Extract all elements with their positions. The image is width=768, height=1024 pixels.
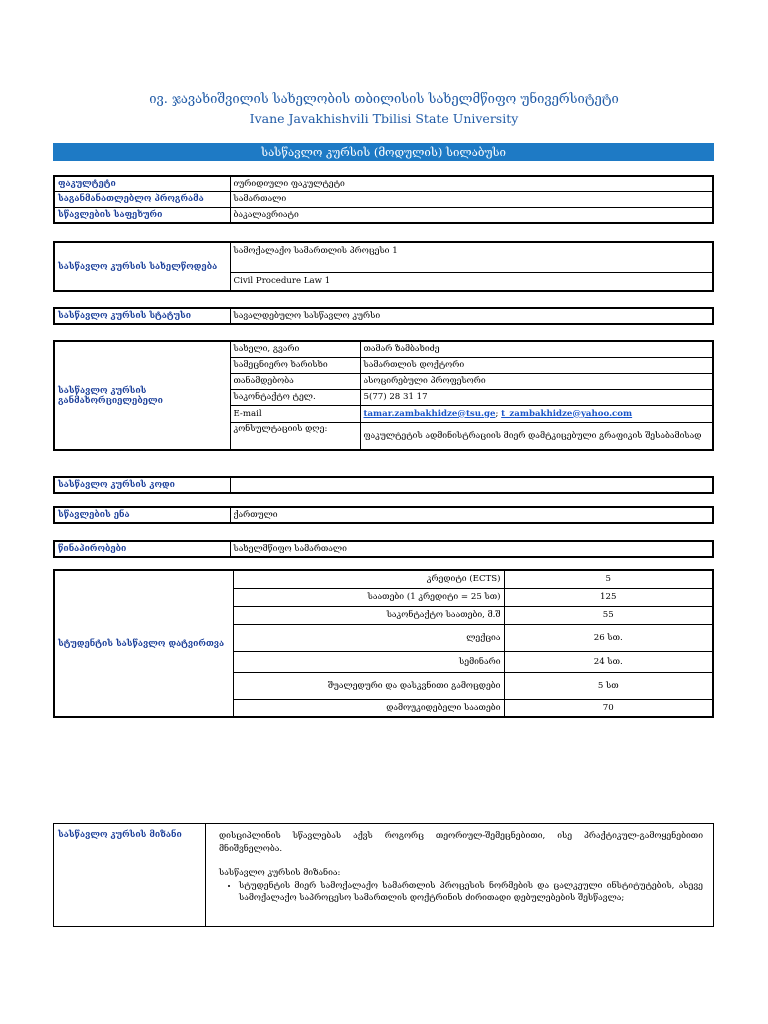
university-name-english: Ivane Javakhishvili Tbilisi State University	[249, 111, 519, 126]
workload-key: ლექცია	[233, 624, 504, 651]
workload-key: საათები (1 კრედიტი = 25 სთ)	[233, 588, 504, 606]
workload-value: 5 სთ	[504, 672, 713, 699]
workload-key: დამოუკიდებელი საათები	[233, 699, 504, 717]
course-code-table	[53, 476, 714, 494]
workload-value: 24 სთ.	[504, 651, 713, 672]
level-label: სწავლების საფეხური	[54, 207, 230, 223]
syllabus-banner: სასწავლო კურსის (მოდულის) სილაბუსი	[53, 143, 714, 161]
workload-key: საკონტაქტო საათები, მ.შ	[233, 606, 504, 624]
status-table	[53, 307, 714, 325]
level-value: ბაკალავრიატი	[230, 207, 713, 223]
university-name-georgian: ივ. ჯავახიშვილის სახელობის თბილისის სახელმწიფო უნივერსიტეტი	[149, 92, 619, 107]
email-link-secondary[interactable]: t_zambakhidze@yahoo.com	[501, 408, 633, 419]
workload-value: 55	[504, 606, 713, 624]
email-link-primary[interactable]: tamar.zambakhidze@tsu.ge	[363, 408, 496, 419]
workload-value: 125	[504, 588, 713, 606]
workload-label: სტუდენტის სასწავლო დატვირთვა	[54, 570, 233, 717]
faculty-label: ფაკულტეტი	[54, 176, 230, 191]
workload-key: სემინარი	[233, 651, 504, 672]
workload-table	[53, 569, 714, 718]
course-goal-content	[207, 824, 713, 926]
email-key: E-mail	[230, 405, 360, 422]
language-label: სწავლების ენა	[54, 507, 230, 523]
course-goal-list	[219, 880, 703, 905]
faculty-value: იურიდიული ფაკულტეტი	[230, 176, 713, 191]
lecturer-value: თამარ ზამბახიძე	[360, 341, 713, 357]
workload-value: 70	[504, 699, 713, 717]
prerequisites-label: წინაპირობები	[54, 541, 230, 557]
course-name-georgian: სამოქალაქო სამართლის პროცესი 1	[230, 242, 713, 272]
workload-value: 26 სთ.	[504, 624, 713, 651]
lecturer-key: სამეცნიერო ხარისხი	[230, 357, 360, 373]
language-value: ქართული	[230, 507, 713, 523]
lecturer-key: სახელი, გვარი	[230, 341, 360, 357]
language-table	[53, 506, 714, 524]
lecturer-key: თანამდებობა	[230, 373, 360, 389]
course-goal-label: სასწავლო კურსის მიზანი	[54, 824, 206, 926]
prerequisites-table	[53, 540, 714, 558]
lecturer-table	[53, 340, 714, 451]
workload-value: 5	[504, 570, 713, 588]
status-value: სავალდებულო სასწავლო კურსი	[230, 308, 713, 324]
consultation-value: ფაკულტეტის ადმინისტრაციის მიერ დამტკიცებული გრაფიკის შესაბამისად	[360, 422, 713, 450]
program-label: საგანმანათლებლო პროგრამა	[54, 191, 230, 207]
course-name-label: სასწავლო კურსის სახელწოდება	[54, 242, 230, 291]
course-name-table	[53, 241, 714, 292]
workload-key: კრედიტი (ECTS)	[233, 570, 504, 588]
consultation-key: კონსულტაციის დღე:	[230, 422, 360, 450]
course-goal-subtitle: სასწავლო კურსის მიზანია:	[219, 868, 341, 878]
workload-key: შუალედური და დასკვნითი გამოცდები	[233, 672, 504, 699]
course-name-english: Civil Procedure Law 1	[230, 272, 713, 291]
faculty-table	[53, 175, 714, 224]
lecturer-label: სასწავლო კურსის განმახორციელებელი	[54, 341, 230, 450]
prerequisites-value: სახელმწიფო სამართალი	[230, 541, 713, 557]
course-code-label: სასწავლო კურსის კოდი	[54, 477, 230, 493]
course-goal-section	[53, 823, 714, 927]
course-code-value	[230, 477, 713, 493]
lecturer-value: ასოცირებული პროფესორი	[360, 373, 713, 389]
email-cell	[360, 405, 713, 422]
list-item: • სტუდენტის მიერ სამოქალაქო სამართლის პროცესის ნორმების და ცალკეული ინსტიტუტების, ასევე სამოქალაქო საპროცესო სამართლის დოქტრინის ძირითადი დებულებების შესწავლა;	[239, 880, 703, 905]
course-goal-intro: დისციპლინის სწავლებას აქვს როგორც თეორიულ-შემეცნებითი, ისე პრაქტიკულ-გამოყენებითი მნიშვნელობა.	[219, 831, 703, 854]
lecturer-key: საკონტაქტო ტელ.	[230, 389, 360, 405]
email-separator: ;	[495, 408, 499, 419]
program-value: სამართალი	[230, 191, 713, 207]
status-label: სასწავლო კურსის სტატუსი	[54, 308, 230, 324]
lecturer-value: 5(77) 28 31 17	[360, 389, 713, 405]
lecturer-value: სამართლის დოქტორი	[360, 357, 713, 373]
